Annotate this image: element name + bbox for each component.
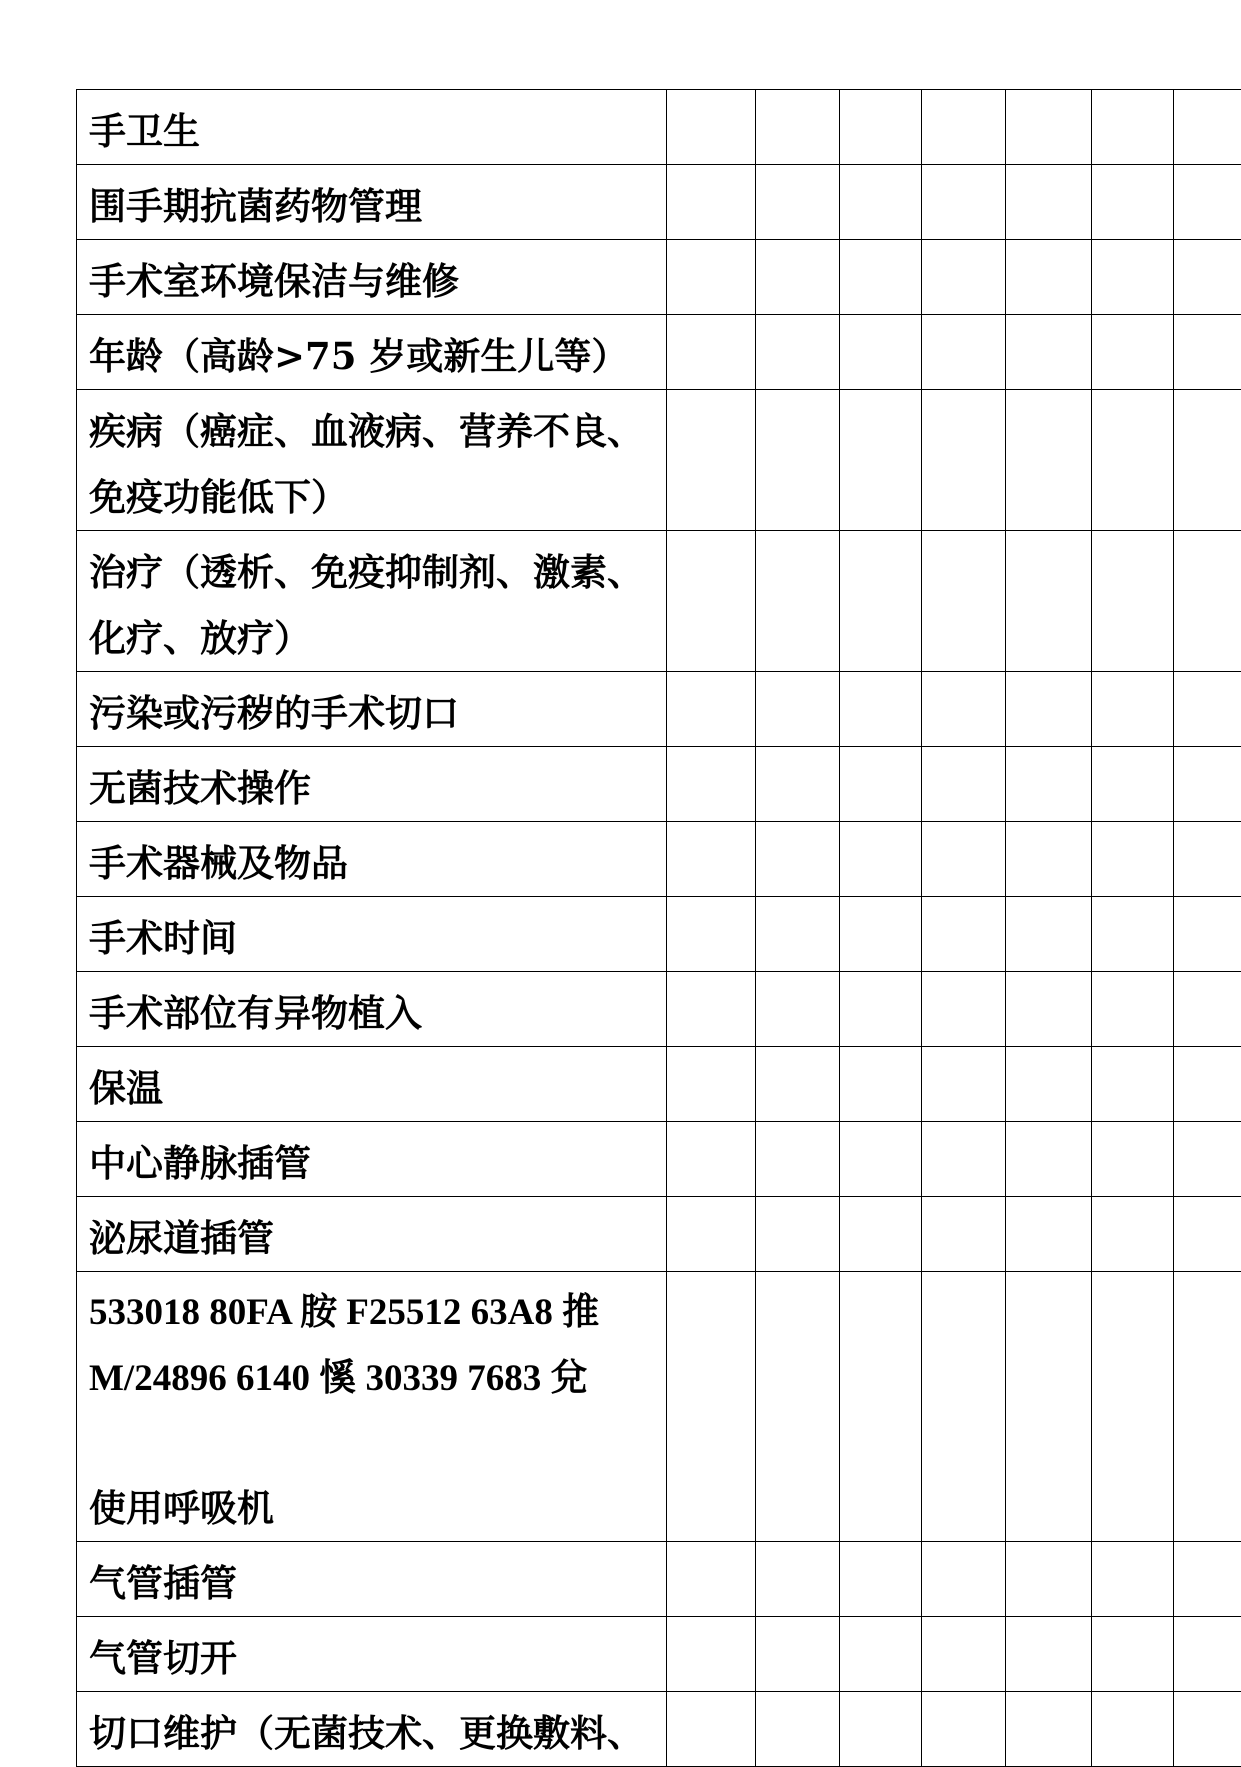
table-row [77,822,1241,897]
empty-check-cell [1006,1542,1092,1617]
table-row [77,1692,1241,1767]
row-label-cell [77,165,667,240]
table-row [77,531,1241,672]
empty-check-cell [840,1692,922,1767]
empty-check-cell [667,90,756,165]
empty-check-cell [667,1617,756,1692]
empty-check-cell [1174,822,1241,897]
empty-check-cell [756,165,840,240]
empty-check-cell [756,90,840,165]
empty-check-cell [1092,672,1174,747]
empty-check-cell [756,1197,840,1272]
empty-check-cell [756,531,840,672]
empty-check-cell [667,531,756,672]
empty-check-cell [840,822,922,897]
empty-check-cell [1092,897,1174,972]
empty-check-cell [922,1122,1006,1197]
table-row [77,747,1241,822]
row-label-line: 免疫功能低下） [89,464,660,530]
empty-check-cell [756,1617,840,1692]
row-label-line: 切口维护（无菌技术、更换敷料、 [89,1700,660,1766]
empty-check-cell [1006,972,1092,1047]
empty-check-cell [1092,531,1174,672]
empty-check-cell [667,240,756,315]
empty-check-cell [1006,672,1092,747]
empty-check-cell [922,972,1006,1047]
empty-check-cell [1006,1617,1092,1692]
empty-check-cell [1006,747,1092,822]
empty-check-cell [667,165,756,240]
empty-check-cell [667,972,756,1047]
table-row [77,972,1241,1047]
empty-check-cell [1006,1272,1092,1542]
empty-check-cell [1006,1197,1092,1272]
empty-check-cell [840,165,922,240]
empty-check-cell [840,90,922,165]
empty-check-cell [1092,1542,1174,1617]
empty-check-cell [1092,747,1174,822]
empty-check-cell [1174,390,1241,531]
empty-check-cell [840,972,922,1047]
empty-check-cell [922,1197,1006,1272]
row-label-cell [77,531,667,672]
empty-check-cell [1006,531,1092,672]
empty-check-cell [1006,1692,1092,1767]
empty-check-cell [1006,897,1092,972]
empty-check-cell [922,672,1006,747]
empty-check-cell [667,1122,756,1197]
empty-check-cell [1174,1692,1241,1767]
empty-check-cell [922,1542,1006,1617]
empty-check-cell [756,1692,840,1767]
table-row [77,897,1241,972]
empty-check-cell [1174,90,1241,165]
empty-check-cell [1174,1047,1241,1122]
empty-check-cell [1006,165,1092,240]
empty-check-cell [667,315,756,390]
empty-check-cell [667,1692,756,1767]
empty-check-cell [756,390,840,531]
row-label-line: 手卫生 [89,98,660,164]
row-label-cell [77,1692,667,1767]
row-label-line: M/24896 6140 慀 30339 7683 兌 [89,1346,660,1412]
empty-check-cell [1174,1197,1241,1272]
row-label-cell [77,672,667,747]
empty-check-cell [1006,315,1092,390]
empty-check-cell [667,672,756,747]
empty-check-cell [1092,972,1174,1047]
row-label-cell [77,822,667,897]
empty-check-cell [1174,531,1241,672]
empty-check-cell [756,1272,840,1542]
empty-check-cell [756,240,840,315]
empty-check-cell [840,672,922,747]
empty-check-cell [1174,1122,1241,1197]
empty-check-cell [840,390,922,531]
row-label-line: 保温 [89,1055,660,1121]
empty-check-cell [1092,1047,1174,1122]
empty-check-cell [756,822,840,897]
row-label-cell [77,1542,667,1617]
row-label-line: 中心静脉插管 [89,1130,660,1196]
empty-check-cell [1174,1542,1241,1617]
table-row [77,1122,1241,1197]
table-row [77,672,1241,747]
row-label-cell [77,1122,667,1197]
empty-check-cell [922,390,1006,531]
empty-check-cell [1006,240,1092,315]
empty-check-cell [756,1542,840,1617]
row-label-line [89,1412,660,1475]
empty-check-cell [756,897,840,972]
empty-check-cell [840,1197,922,1272]
empty-check-cell [756,1047,840,1122]
row-label-cell [77,1197,667,1272]
row-label-cell [77,315,667,390]
empty-check-cell [840,1122,922,1197]
empty-check-cell [667,390,756,531]
table-row [77,1542,1241,1617]
row-label-cell [77,897,667,972]
empty-check-cell [840,531,922,672]
row-label-cell [77,1047,667,1122]
row-label-line: 年龄（高龄>75 岁或新生儿等） [89,323,660,389]
empty-check-cell [1174,672,1241,747]
empty-check-cell [667,1197,756,1272]
empty-check-cell [922,897,1006,972]
empty-check-cell [1174,315,1241,390]
row-label-line: 手术器械及物品 [89,830,660,896]
empty-check-cell [1092,1617,1174,1692]
table-row [77,1617,1241,1692]
empty-check-cell [667,822,756,897]
empty-check-cell [840,1542,922,1617]
empty-check-cell [1092,1272,1174,1542]
empty-check-cell [840,315,922,390]
row-label-cell [77,390,667,531]
empty-check-cell [1092,822,1174,897]
table-row [77,1047,1241,1122]
empty-check-cell [840,1047,922,1122]
empty-check-cell [1174,1617,1241,1692]
table-row [77,1197,1241,1272]
row-label-line: 无菌技术操作 [89,755,660,821]
row-label-line: 手术室环境保洁与维修 [89,248,660,314]
empty-check-cell [922,90,1006,165]
table-row [77,90,1241,165]
empty-check-cell [1174,747,1241,822]
empty-check-cell [756,972,840,1047]
empty-check-cell [1006,390,1092,531]
table-row [77,165,1241,240]
checklist-table [76,89,1241,1767]
empty-check-cell [1092,90,1174,165]
empty-check-cell [922,747,1006,822]
empty-check-cell [922,531,1006,672]
row-label-cell [77,972,667,1047]
checklist-table-body [77,90,1241,1767]
empty-check-cell [667,1272,756,1542]
empty-check-cell [1174,240,1241,315]
empty-check-cell [1174,897,1241,972]
empty-check-cell [1092,1122,1174,1197]
table-row [77,390,1241,531]
empty-check-cell [922,315,1006,390]
empty-check-cell [756,315,840,390]
row-label-cell [77,240,667,315]
row-label-line: 泌尿道插管 [89,1205,660,1271]
empty-check-cell [667,747,756,822]
empty-check-cell [840,1617,922,1692]
row-label-line: 围手期抗菌药物管理 [89,173,660,239]
empty-check-cell [1092,1197,1174,1272]
empty-check-cell [1174,1272,1241,1542]
empty-check-cell [667,897,756,972]
empty-check-cell [1092,315,1174,390]
row-label-line: 疾病（癌症、血液病、营养不良、 [89,398,660,464]
empty-check-cell [667,1542,756,1617]
row-label-line: 手术时间 [89,905,660,971]
row-label-line: 气管插管 [89,1550,660,1616]
empty-check-cell [1174,972,1241,1047]
row-label-line: 化疗、放疗） [89,605,660,671]
row-label-line: 污染或污秽的手术切口 [89,680,660,746]
empty-check-cell [922,822,1006,897]
empty-check-cell [756,1122,840,1197]
row-label-cell [77,1617,667,1692]
row-label-line: 使用呼吸机 [89,1475,660,1541]
empty-check-cell [756,747,840,822]
empty-check-cell [1092,240,1174,315]
row-label-cell [77,747,667,822]
empty-check-cell [922,1272,1006,1542]
row-label-line: 533018 80FA 胺 F25512 63A8 推 [89,1280,660,1346]
row-label-cell [77,1272,667,1542]
empty-check-cell [1092,390,1174,531]
empty-check-cell [1174,165,1241,240]
empty-check-cell [840,747,922,822]
empty-check-cell [1092,1692,1174,1767]
empty-check-cell [667,1047,756,1122]
row-label-line: 手术部位有异物植入 [89,980,660,1046]
empty-check-cell [840,897,922,972]
empty-check-cell [922,1617,1006,1692]
table-row [77,240,1241,315]
row-label-line: 气管切开 [89,1625,660,1691]
empty-check-cell [922,165,1006,240]
row-label-cell [77,90,667,165]
empty-check-cell [922,1047,1006,1122]
table-row [77,315,1241,390]
empty-check-cell [756,672,840,747]
empty-check-cell [922,1692,1006,1767]
empty-check-cell [1092,165,1174,240]
empty-check-cell [1006,1047,1092,1122]
empty-check-cell [1006,822,1092,897]
empty-check-cell [1006,90,1092,165]
table-row [77,1272,1241,1542]
empty-check-cell [922,240,1006,315]
row-label-line: 治疗（透析、免疫抑制剂、激素、 [89,539,660,605]
empty-check-cell [840,1272,922,1542]
empty-check-cell [840,240,922,315]
empty-check-cell [1006,1122,1092,1197]
